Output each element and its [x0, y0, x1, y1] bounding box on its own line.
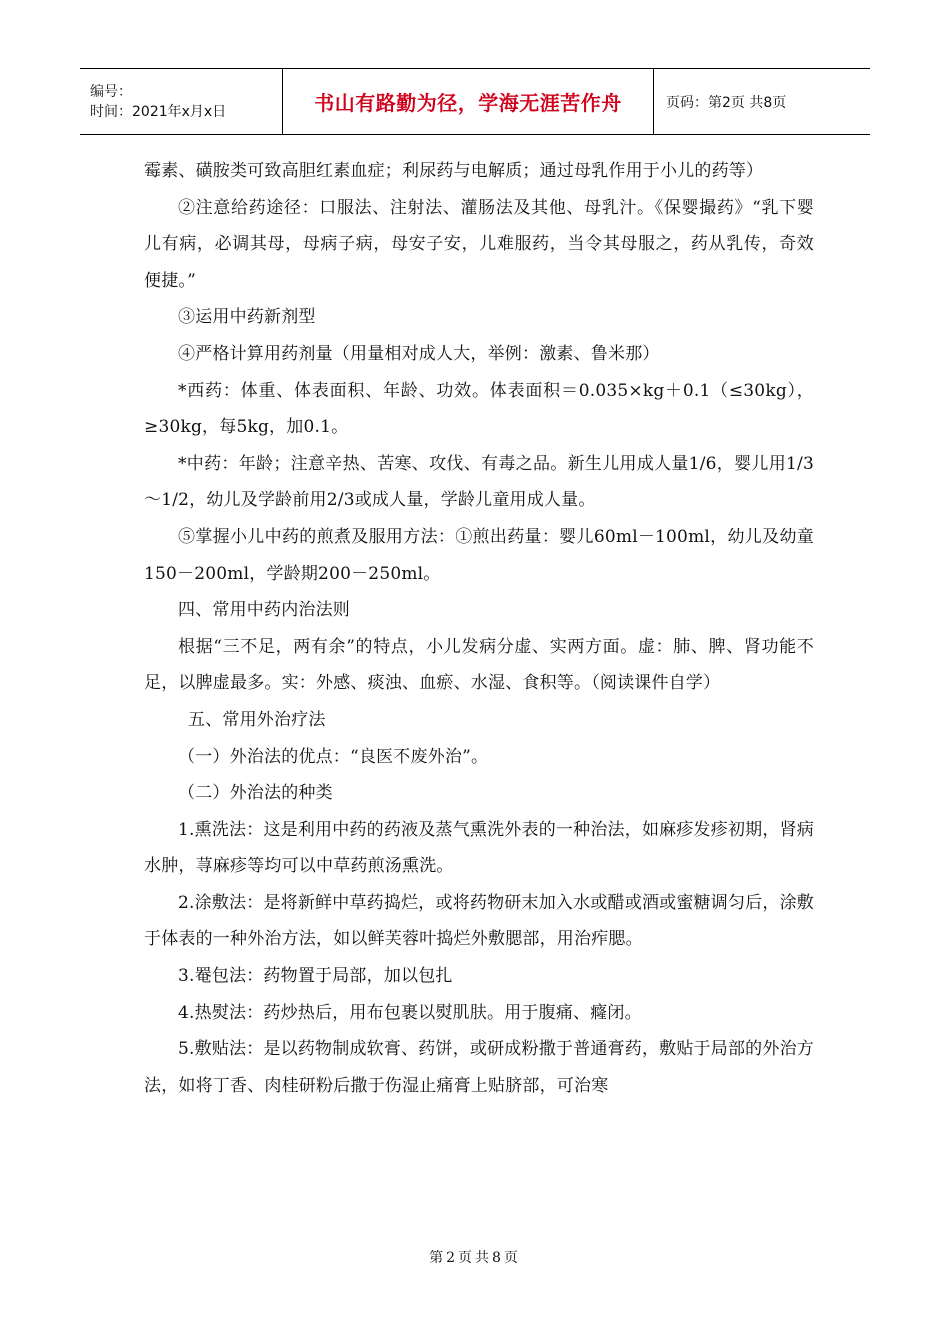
number-label: 编号：: [90, 83, 132, 100]
paragraph: *中药：年龄；注意辛热、苦寒、攻伐、有毒之品。新生儿用成人量1/6，婴儿用1/3～1/2，幼儿及学龄前用2/3或成人量，学龄儿童用成人量。: [144, 453, 814, 511]
page-info: 页码：第2页 共8页: [666, 94, 787, 111]
paragraph: ③运用中药新剂型: [178, 307, 316, 328]
paragraph: 四、常用中药内治法则: [178, 600, 350, 621]
header-left-cell: [80, 69, 283, 134]
document-header: [80, 68, 870, 135]
header-page-cell: [654, 69, 870, 134]
paragraph: 1.熏洗法：这是利用中药的药液及蒸气熏洗外表的一种治法，如麻疹发疹初期，肾病水肿，荨麻疹等均可以中草药煎汤熏洗。: [144, 819, 814, 877]
paragraph: 3.罨包法：药物置于局部，加以包扎: [178, 966, 453, 987]
paragraph: 2.涂敷法：是将新鲜中草药捣烂，或将药物研末加入水或醋或酒或蜜糖调匀后，涂敷于体表的一种外治方法，如以鲜芙蓉叶捣烂外敷腮部，用治痄腮。: [144, 892, 814, 950]
page-footer: 第2页共8页: [429, 1250, 521, 1266]
paragraph: 霉素、磺胺类可致高胆红素血症；利尿药与电解质；通过母乳作用于小儿的药等）: [144, 161, 764, 181]
paragraph: 5.敷贴法：是以药物制成软膏、药饼，或研成粉撒于普通膏药，敷贴于局部的外治方法，如将丁香、肉桂研粉后撒于伤湿止痛膏上贴脐部，可治寒: [144, 1039, 814, 1096]
paragraph: （一）外治法的优点：“良医不废外治”。: [178, 746, 489, 767]
time-label: 时间：2021年x月x日: [90, 103, 227, 120]
paragraph: *西药：体重、体表面积、年龄、功效。体表面积＝0.035×kg＋0.1（≤30kg），≥30kg，每5kg，加0.1。: [144, 380, 814, 438]
document-body: [144, 153, 814, 1104]
paragraph: 五、常用外治疗法: [188, 709, 326, 730]
motto-text: 书山有路勤为径，学海无涯苦作舟: [314, 91, 622, 115]
header-motto-cell: [283, 69, 654, 134]
paragraph: ⑤掌握小儿中药的煎煮及服用方法：①煎出药量：婴儿60ml－100ml，幼儿及幼童150－200ml，学龄期200－250ml。: [144, 526, 814, 584]
paragraph: （二）外治法的种类: [178, 783, 333, 804]
paragraph: 根据“三不足，两有余”的特点，小儿发病分虚、实两方面。虚：肺、脾、肾功能不足，以脾虚最多。实：外感、痰浊、血瘀、水湿、食积等。（阅读课件自学）: [144, 636, 814, 694]
paragraph: 4.热熨法：药炒热后，用布包裹以熨肌肤。用于腹痛、癃闭。: [178, 1002, 642, 1023]
paragraph: ②注意给药途径：口服法、注射法、灌肠法及其他、母乳汁。《保婴撮药》“乳下婴儿有病，必调其母，母病子病，母安子安，儿难服药，当令其母服之，药从乳传，奇效便捷。”: [144, 197, 814, 291]
paragraph: ④严格计算用药剂量（用量相对成人大，举例：激素、鲁米那）: [178, 343, 660, 364]
